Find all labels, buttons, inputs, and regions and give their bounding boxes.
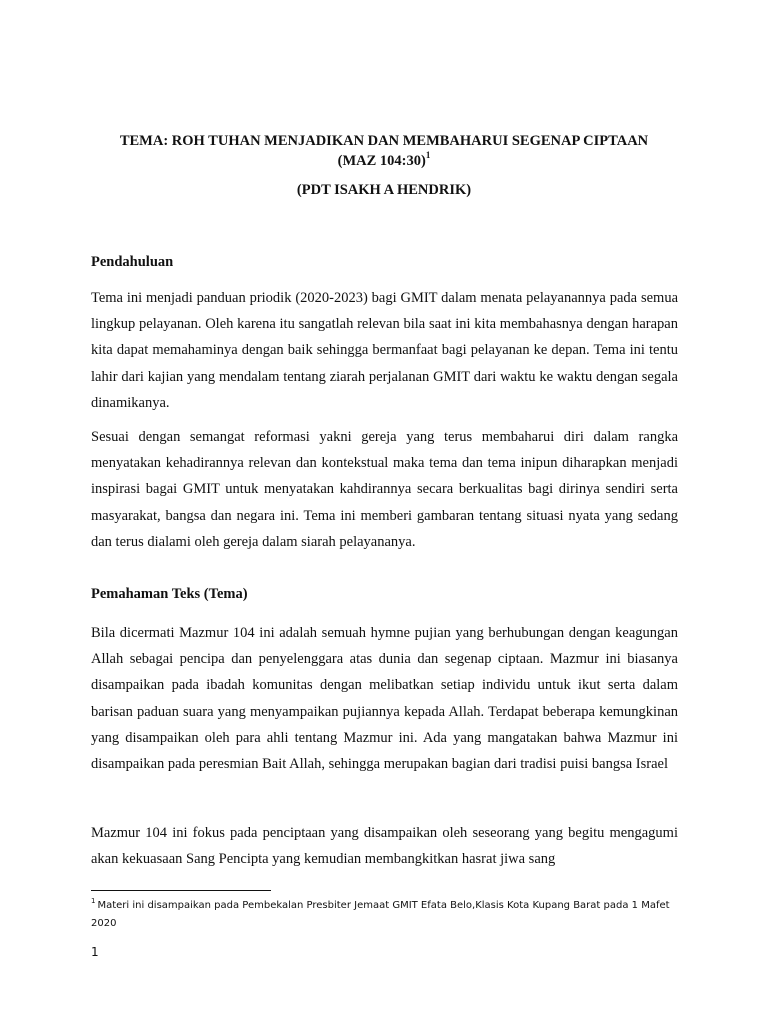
footnote-marker: 1: [91, 896, 96, 905]
author-line: (PDT ISAKH A HENDRIK): [296, 182, 472, 198]
section-heading-text: Pemahaman Teks (Tema): [91, 586, 248, 602]
footnote-text: Materi ini disampaikan pada Pembekalan Presbiter Jemaat GMIT Efata Belo,Klasis Kota Kupang Barat pada 1 Mafet 2020: [91, 900, 670, 929]
footnote-separator: [91, 890, 271, 891]
page-number: 1: [91, 945, 99, 959]
title-line-2: [90, 151, 678, 171]
intro-paragraph-2: Sesuai dengan semangat reformasi yakni gereja yang terus membaharui diri dalam rangka menyatakan kehadirannya relevan dan kontekstual maka tema dan tema inipun diharapkan menjadi inspirasi bagai GMIT untuk menyatakan kahdirannya secara berkualitas bagi dirinya sendiri serta masyarakat, bangsa dan negara ini. Tema ini memberi gambaran tentang situasi nyata yang sedang dan terus dialami oleh gereja dalam siarah pelayananya.: [91, 429, 678, 550]
section-heading-intro: Pendahuluan: [91, 254, 174, 270]
text-paragraph-1: Bila dicermati Mazmur 104 ini adalah semuah hymne pujian yang berhubungan dengan keagungan Allah sebagai pencipa dan penyelenggara atas dunia dan segenap ciptaan. Mazmur ini biasanya disampaikan pada ibadah komunitas dengan melibatkan setiap individu untuk ikut serta dalam barisan paduan suara yang menyampaikan pujiannya kepada Allah. Terdapat beberapa kemungkinan yang disampaikan oleh para ahli tentang Mazmur ini. Ada yang mangatakan bahwa Mazmur ini disampaikan pada peresmian Bait Allah, sehingga merupakan bagian dari tradisi puisi bangsa Israel: [91, 625, 678, 773]
title-reference: (MAZ 104:30): [337, 153, 426, 169]
title-line-1: TEMA: ROH TUHAN MENJADIKAN DAN MEMBAHARUI SEGENAP CIPTAAN: [119, 133, 649, 149]
document-title: [90, 131, 678, 171]
intro-paragraph-1: Tema ini menjadi panduan priodik (2020-2023) bagi GMIT dalam menata pelayanannya pada semua lingkup pelayanan. Oleh karena itu sangatlah relevan bila saat ini kita membahasnya dengan harapan kita dapat memahaminya dengan baik sehingga bermanfaat bagi pelayanan ke depan. Tema ini tentu lahir dari kajian yang mendalam tentang ziarah perjalanan GMIT dari waktu ke waktu dengan segala dinamikanya.: [91, 290, 678, 411]
text-paragraph-2: Mazmur 104 ini fokus pada penciptaan yang disampaikan oleh seseorang yang begitu mengagumi akan kekuasaan Sang Pencipta yang kemudian membangkitkan hasrat jiwa sang: [91, 825, 678, 868]
title-footnote-ref[interactable]: 1: [425, 150, 431, 161]
footnote: [91, 897, 671, 933]
